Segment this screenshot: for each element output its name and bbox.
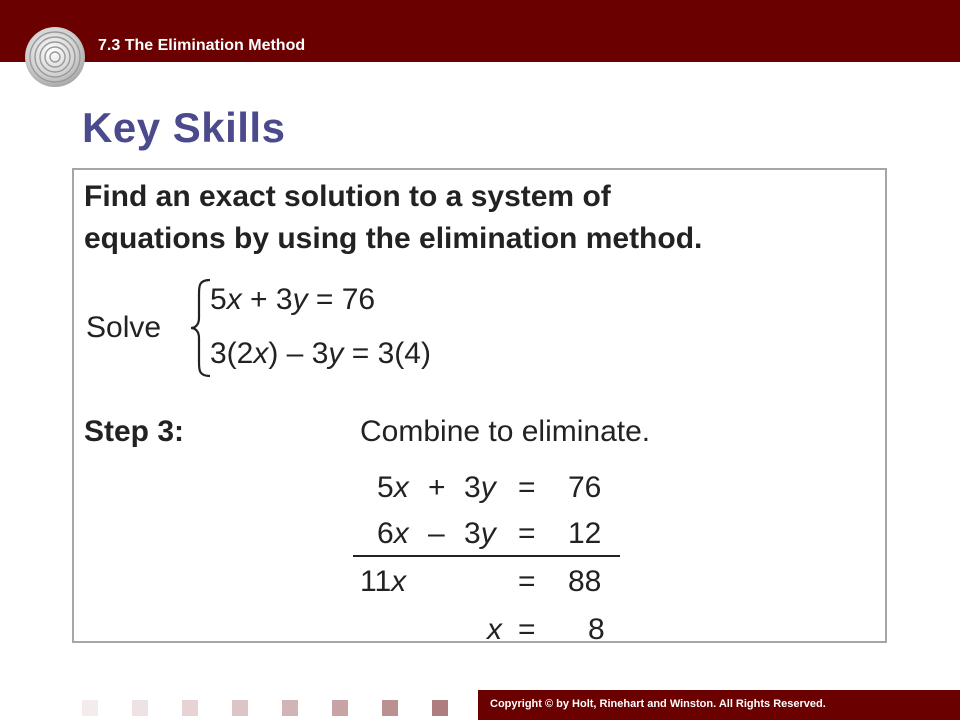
r1-y-term: 3y [464,471,496,504]
r4-rhs: 8 [588,613,605,646]
r3-rhs: 88 [568,565,602,598]
spiral-emblem-icon [24,26,86,88]
sum-rule-line [353,555,620,557]
r2-operator: – [428,517,445,550]
system-equation-2: 3(2x) – 3y = 3(4) [210,337,431,370]
step-label: Step 3: [84,415,185,448]
r1-equals: = [518,471,536,504]
r3-x-term: 11x [360,565,407,598]
system-equation-1: 5x + 3y = 76 [210,283,376,316]
r3-equals: = [518,565,536,598]
curly-brace-icon [190,278,212,378]
step-text: Combine to eliminate. [360,415,651,448]
r2-y-term: 3y [464,517,496,550]
footer-square [432,700,448,716]
r1-rhs: 76 [568,471,602,504]
footer-square [232,700,248,716]
r4-equals: = [518,613,536,646]
r2-rhs: 12 [568,517,602,550]
footer-square [332,700,348,716]
r2-x-term: 6x [377,517,409,550]
lesson-title: 7.3 The Elimination Method [98,37,306,54]
objective-line-2: equations by using the elimination method. [84,222,703,255]
copyright-text: Copyright © by Holt, Rinehart and Winston. All Rights Reserved. [490,698,826,710]
slide-heading: Key Skills [82,104,286,151]
solve-label: Solve [86,311,162,344]
r1-x-term: 5x [377,471,409,504]
footer-square [132,700,148,716]
r2-equals: = [518,517,536,550]
footer-square [282,700,298,716]
footer-square [382,700,398,716]
objective-line-1: Find an exact solution to a system of [84,180,611,213]
r4-variable: x [487,613,502,646]
objective-text [84,176,884,260]
footer-square [82,700,98,716]
footer-square [182,700,198,716]
r1-operator: + [428,471,446,504]
